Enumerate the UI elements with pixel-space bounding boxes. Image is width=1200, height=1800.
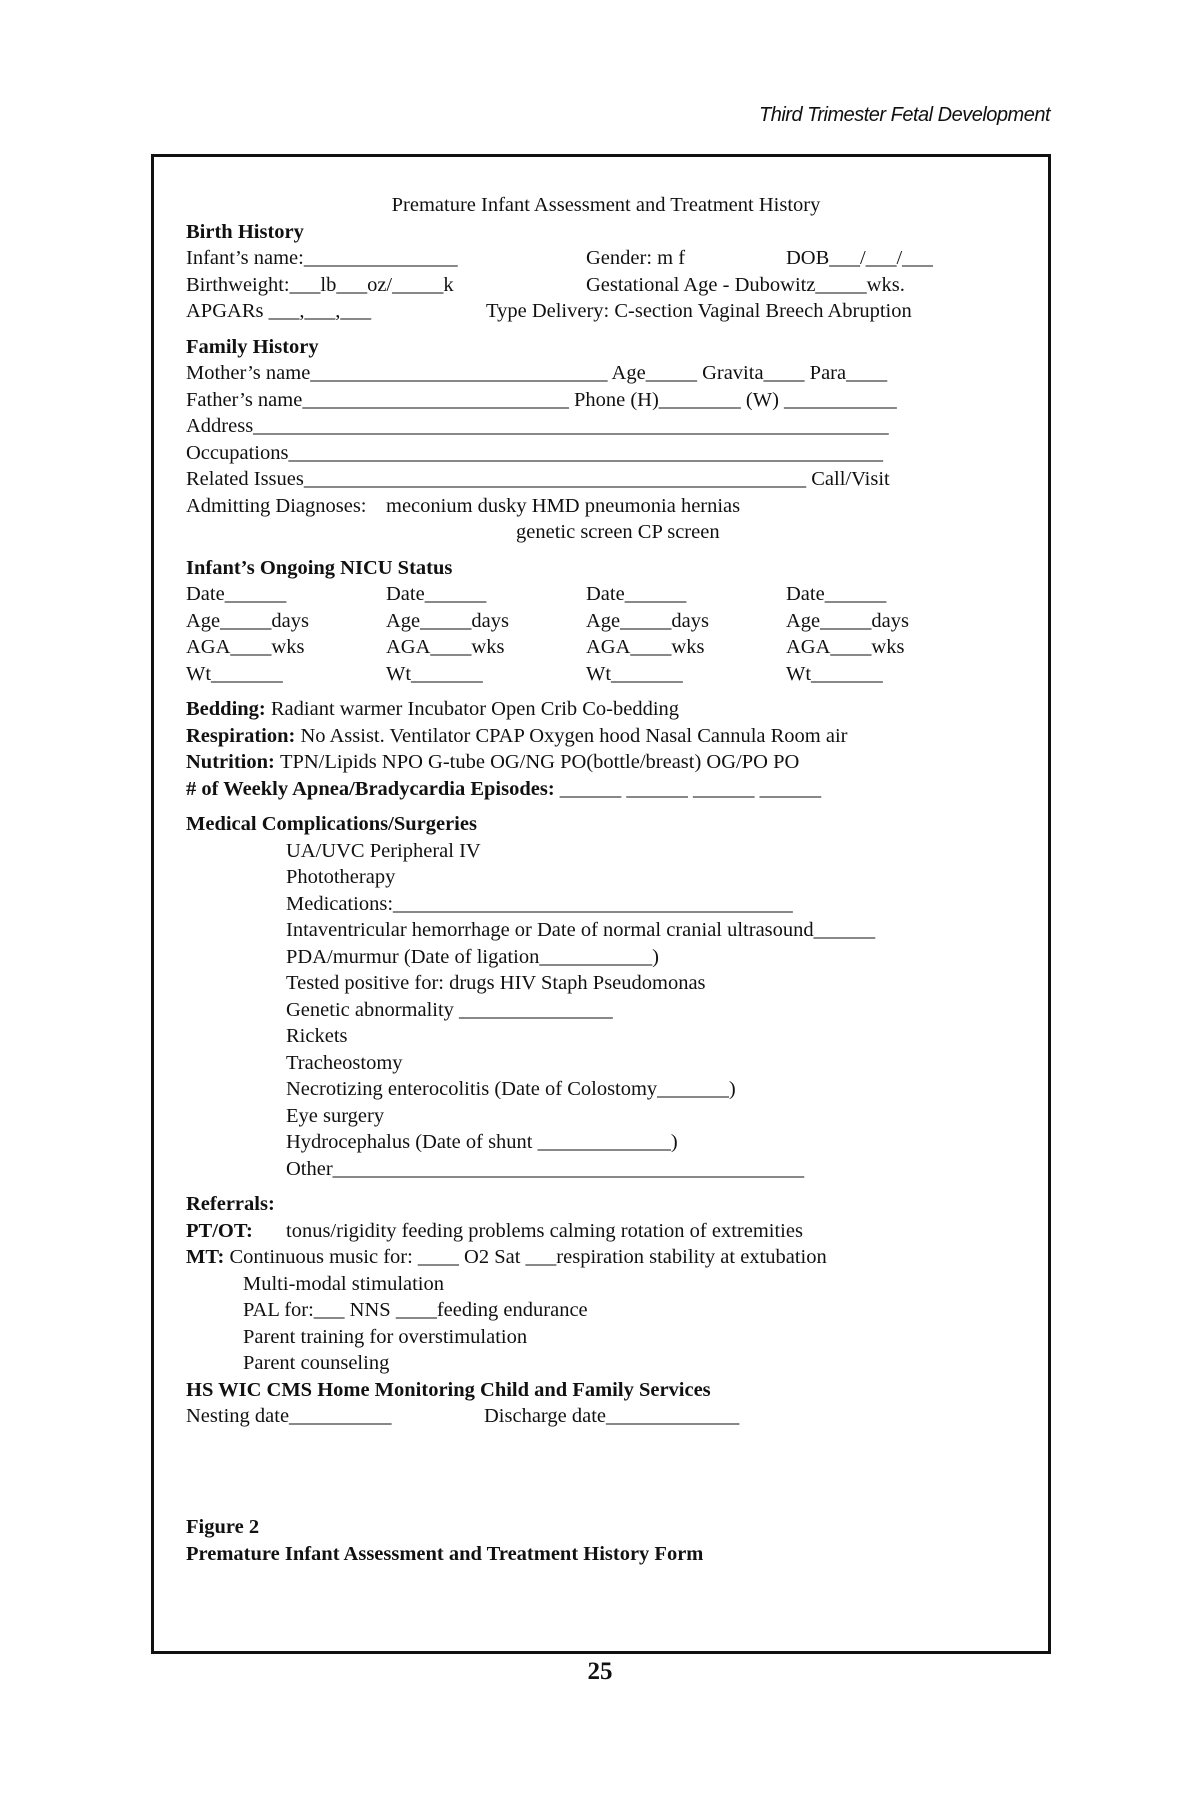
nutrition-options[interactable]: TPN/Lipids NPO G-tube OG/NG PO(bottle/breast) OG/PO PO (279, 751, 800, 773)
admitting-diagnoses-row-2 (186, 519, 1026, 546)
nicu-field[interactable]: Date______ (786, 583, 887, 605)
medical-item[interactable]: Eye surgery (286, 1104, 385, 1127)
figure-label: Figure 2 (186, 1516, 260, 1538)
birthweight-field[interactable]: Birthweight:___lb___oz/_____k (186, 273, 454, 296)
respiration-row (186, 723, 1026, 750)
discharge-date-field[interactable]: Discharge date_____________ (484, 1405, 740, 1427)
nicu-status-grid (186, 581, 1026, 687)
infant-name-field[interactable]: Infant’s name:_______________ (186, 247, 458, 269)
nicu-status-heading: Infant’s Ongoing NICU Status (186, 556, 453, 579)
medical-item[interactable]: Intaventricular hemorrhage or Date of normal cranial ultrasound______ (286, 919, 876, 941)
address-field[interactable]: Address______________________________________________________________ (186, 415, 889, 437)
medical-item[interactable]: Genetic abnormality _______________ (286, 998, 613, 1021)
mother-name-field[interactable]: Mother’s name_____________________________ Age_____ Gravita____ Para____ (186, 362, 888, 384)
respiration-options[interactable]: No Assist. Ventilator CPAP Oxygen hood Nasal Cannula Room air (300, 724, 848, 747)
occupations-field[interactable]: Occupations__________________________________________________________ (186, 441, 883, 464)
nicu-date-row (186, 581, 1026, 608)
nicu-field[interactable]: Age_____days (586, 609, 709, 632)
medical-item[interactable]: Tracheostomy (286, 1051, 403, 1074)
medical-item[interactable]: Rickets (286, 1025, 348, 1047)
running-header: Third Trimester Fetal Development (759, 104, 1050, 126)
nicu-field[interactable]: Wt_______ (786, 662, 883, 685)
medical-item[interactable]: Phototherapy (286, 866, 396, 888)
nicu-field[interactable]: Wt_______ (386, 662, 483, 685)
figure-caption: Premature Infant Assessment and Treatment History Form (186, 1543, 704, 1565)
birth-history-row-2 (186, 272, 1026, 299)
family-history-heading: Family History (186, 335, 319, 358)
mt-item[interactable]: Multi-modal stimulation (243, 1272, 445, 1295)
ptot-options[interactable]: tonus/rigidity feeding problems calming rotation of extremities (286, 1219, 803, 1242)
form-content (186, 192, 1026, 1430)
medical-item[interactable]: Other______________________________________________ (286, 1157, 805, 1180)
dob-field[interactable]: DOB___/___/___ (786, 247, 933, 269)
bedding-label: Bedding: (186, 698, 271, 720)
nicu-aga-row (186, 634, 1026, 661)
medical-item[interactable]: Hydrocephalus (Date of shunt _____________) (286, 1131, 678, 1153)
services-row[interactable]: HS WIC CMS Home Monitoring Child and Family Services (186, 1378, 711, 1401)
nicu-field[interactable]: AGA____wks (786, 636, 905, 658)
nicu-field[interactable]: Age_____days (786, 609, 909, 632)
type-delivery-field[interactable]: Type Delivery: C-section Vaginal Breech Abruption (486, 300, 912, 322)
nicu-field[interactable]: Date______ (186, 583, 287, 605)
mt-item[interactable]: PAL for:___ NNS ____feeding endurance (243, 1299, 588, 1321)
bedding-options[interactable]: Radiant warmer Incubator Open Crib Co-bedding (270, 698, 680, 720)
nicu-field[interactable]: Wt_______ (586, 662, 683, 685)
medical-item[interactable]: Tested positive for: drugs HIV Staph Pseudomonas (286, 972, 706, 994)
birth-history-heading: Birth History (186, 220, 304, 243)
nicu-field[interactable]: Date______ (586, 583, 687, 605)
apnea-blanks[interactable]: ______ ______ ______ ______ (559, 777, 822, 800)
mt-item[interactable]: Parent training for overstimulation (243, 1325, 528, 1348)
medical-heading: Medical Complications/Surgeries (186, 813, 477, 835)
admitting-diagnoses-label: Admitting Diagnoses: (186, 494, 367, 517)
apnea-row (186, 776, 1026, 803)
referrals-heading: Referrals: (186, 1193, 275, 1215)
nicu-age-row (186, 608, 1026, 635)
admitting-diagnoses-row (186, 493, 1026, 520)
nicu-field[interactable]: Age_____days (186, 609, 309, 632)
medical-item[interactable]: Necrotizing enterocolitis (Date of Colostomy_______) (286, 1078, 736, 1100)
respiration-label: Respiration: (186, 724, 301, 747)
nicu-field[interactable]: Age_____days (386, 609, 509, 632)
apgars-field[interactable]: APGARs ___,___,___ (186, 300, 372, 322)
mt-label: MT: (186, 1246, 230, 1268)
nicu-field[interactable]: AGA____wks (186, 636, 305, 658)
admitting-diagnoses-options[interactable]: meconium dusky HMD pneumonia hernias (386, 494, 741, 517)
birth-history-row-3 (186, 298, 1026, 325)
admitting-diagnoses-options-2[interactable]: genetic screen CP screen (516, 521, 720, 543)
nutrition-row (186, 749, 1026, 776)
ptot-row (186, 1218, 1026, 1245)
dates-row (186, 1403, 1026, 1430)
medical-item[interactable]: PDA/murmur (Date of ligation___________) (286, 945, 659, 968)
gestational-age-field[interactable]: Gestational Age - Dubowitz_____wks. (586, 273, 905, 296)
nicu-field[interactable]: AGA____wks (586, 636, 705, 658)
nicu-wt-row (186, 661, 1026, 688)
mt-text[interactable]: Continuous music for: ____ O2 Sat ___respiration stability at extubation (229, 1246, 827, 1268)
father-name-field[interactable]: Father’s name__________________________ Phone (H)________ (W) ___________ (186, 388, 897, 411)
mt-row (186, 1244, 1026, 1271)
gender-field[interactable]: Gender: m f (586, 247, 686, 269)
nicu-field[interactable]: AGA____wks (386, 636, 505, 658)
nesting-date-field[interactable]: Nesting date__________ (186, 1405, 392, 1427)
nicu-field[interactable]: Date______ (386, 583, 487, 605)
medical-item[interactable]: UA/UVC Peripheral IV (286, 839, 481, 862)
mt-item[interactable]: Parent counseling (243, 1352, 390, 1374)
form-title: Premature Infant Assessment and Treatment History (391, 194, 821, 216)
ptot-label: PT/OT: (186, 1219, 253, 1242)
apnea-label: # of Weekly Apnea/Bradycardia Episodes: (186, 777, 560, 800)
bedding-row (186, 696, 1026, 723)
birth-history-row-1 (186, 245, 1026, 272)
medical-item[interactable]: Medications:_______________________________________ (286, 892, 793, 915)
nutrition-label: Nutrition: (186, 751, 280, 773)
related-issues-field[interactable]: Related Issues_________________________________________________ Call/Visit (186, 468, 890, 490)
page-number: 25 (587, 1658, 613, 1685)
nicu-field[interactable]: Wt_______ (186, 662, 283, 685)
